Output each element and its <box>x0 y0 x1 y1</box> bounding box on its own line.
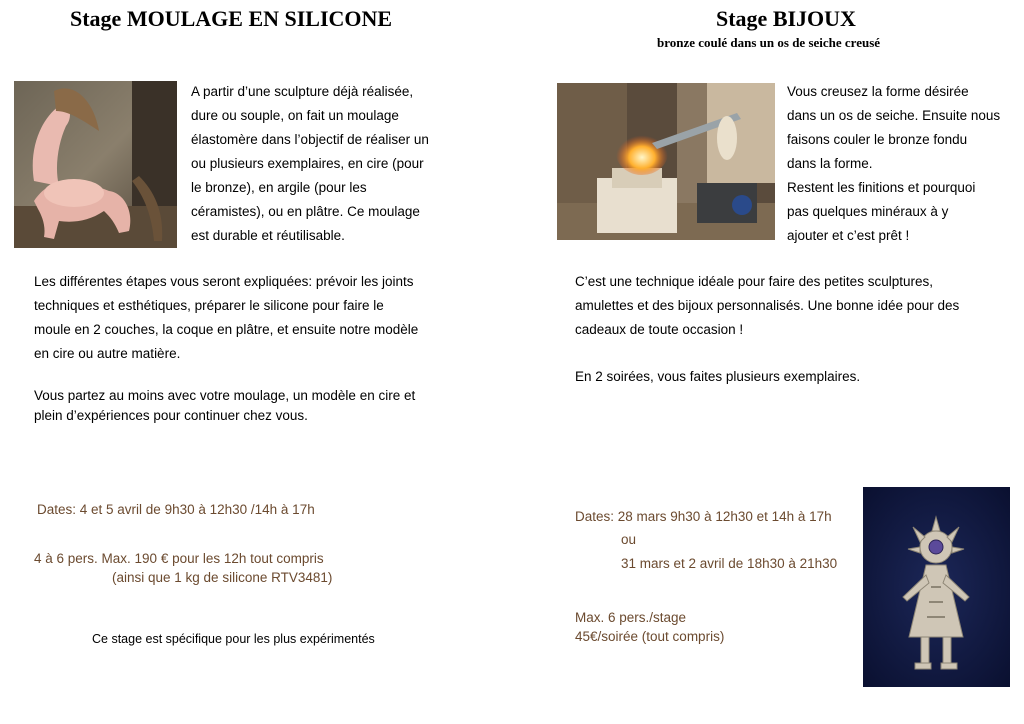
right-desc-line: C’est une technique idéale pour faire des petites sculptures, <box>575 274 933 289</box>
right-desc-line: cadeaux de toute occasion ! <box>575 322 744 337</box>
left-intro-line: ou plusieurs exemplaires, en cire (pour <box>191 156 424 171</box>
right-dates-2: 31 mars et 2 avril de 18h30 à 21h30 <box>621 556 838 571</box>
left-dates: Dates: 4 et 5 avril de 9h30 à 12h30 /14h à 17h <box>37 502 315 517</box>
left-intro-line: élastomère dans l’objectif de réaliser un <box>191 132 429 147</box>
left-steps-line: moule en 2 couches, la coque en plâtre, et ensuite notre modèle <box>34 322 419 337</box>
right-price: 45€/soirée (tout compris) <box>575 629 725 644</box>
right-max: Max. 6 pers./stage <box>575 610 687 625</box>
left-price: 4 à 6 pers. Max. 190 € pour les 12h tout compris <box>34 551 324 566</box>
horse-sculpture-photo <box>14 81 177 248</box>
right-title: Stage BIJOUX <box>716 6 856 31</box>
left-price-note: (ainsi que 1 kg de silicone RTV3481) <box>112 570 333 585</box>
left-steps-line: techniques et esthétiques, préparer le silicone pour faire le <box>34 298 384 313</box>
left-intro-line: dure ou souple, on fait un moulage <box>191 108 399 123</box>
bronze-jewel-photo <box>863 487 1010 687</box>
right-desc-line: amulettes et des bijoux personnalisés. Une bonne idée pour des <box>575 298 960 313</box>
right-subtitle: bronze coulé dans un os de seiche creusé <box>657 35 881 50</box>
right-dates-or: ou <box>621 532 637 547</box>
left-steps-line: Les différentes étapes vous seront expliquées: prévoir les joints <box>34 274 414 289</box>
left-expert-note: Ce stage est spécifique pour les plus expérimentés <box>92 632 375 646</box>
left-outcome-line: plein d’expériences pour continuer chez vous. <box>34 408 308 423</box>
left-intro-line: A partir d’une sculpture déjà réalisée, <box>191 84 414 99</box>
left-intro-line: est durable et réutilisable. <box>191 228 345 243</box>
right-intro-line: ajouter et c’est prêt ! <box>787 228 910 243</box>
right-intro-line: Vous creusez la forme désirée <box>787 84 969 99</box>
left-intro-line: céramistes), ou en plâtre. Ce moulage <box>191 204 420 219</box>
right-intro-line: dans un os de seiche. Ensuite nous <box>787 108 1001 123</box>
right-intro-line: pas quelques minéraux à y <box>787 204 949 219</box>
left-outcome-text <box>34 386 474 426</box>
right-intro-line: dans la forme. <box>787 156 873 171</box>
right-desc-text <box>575 270 1015 342</box>
torch-casting-photo <box>557 83 775 240</box>
left-steps-line: en cire ou autre matière. <box>34 346 181 361</box>
right-sessions: En 2 soirées, vous faites plusieurs exemplaires. <box>575 369 861 384</box>
left-intro-line: le bronze), en argile (pour les <box>191 180 367 195</box>
right-dates-1: Dates: 28 mars 9h30 à 12h30 et 14h à 17h <box>575 509 832 524</box>
right-intro-line: faisons couler le bronze fondu <box>787 132 968 147</box>
right-intro-line: Restent les finitions et pourquoi <box>787 180 976 195</box>
left-title: Stage MOULAGE EN SILICONE <box>70 6 393 31</box>
right-intro-text <box>787 80 1017 248</box>
left-steps-text <box>34 270 474 366</box>
left-intro-text <box>191 80 461 248</box>
left-outcome-line: Vous partez au moins avec votre moulage, un modèle en cire et <box>34 388 416 403</box>
